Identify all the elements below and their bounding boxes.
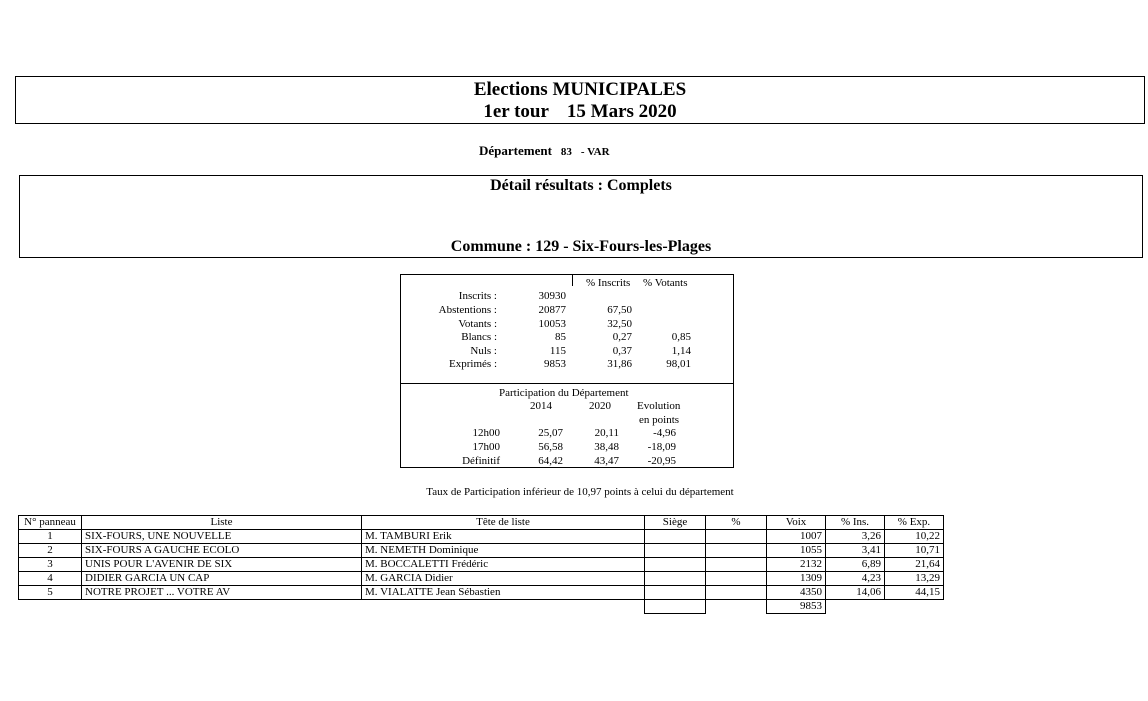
cell-liste: DIDIER GARCIA UN CAP (82, 572, 362, 586)
totals-empty (706, 600, 767, 614)
cell-pct-exp: 10,22 (885, 530, 944, 544)
cell-tete: M. BOCCALETTI Frédéric (362, 558, 645, 572)
participation-2014: 64,42 (538, 455, 563, 467)
stats-value: 115 (549, 345, 566, 357)
cell-tete: M. NEMETH Dominique (362, 544, 645, 558)
round-label: 1er tour (483, 101, 549, 122)
totals-empty (82, 600, 362, 614)
stats-pct-inscrits: 32,50 (607, 318, 632, 330)
cell-panneau: 1 (19, 530, 82, 544)
cell-pct-ins: 3,41 (826, 544, 885, 558)
cell-panneau: 2 (19, 544, 82, 558)
election-title: Elections MUNICIPALES (473, 79, 687, 100)
participation-2014: 56,58 (538, 441, 563, 453)
stats-pct-inscrits: 0,27 (612, 331, 632, 343)
stats-label: Votants : (458, 318, 497, 330)
cell-pct-ins: 14,06 (826, 586, 885, 600)
stats-divider (400, 383, 734, 384)
cell-siege (645, 572, 706, 586)
cell-panneau: 5 (19, 586, 82, 600)
header-pct: % (706, 516, 767, 530)
participation-evolution: -4,96 (653, 427, 676, 439)
stats-value: 9853 (544, 358, 566, 370)
cell-voix: 1309 (767, 572, 826, 586)
participation-evolution-header-2: en points (639, 414, 680, 426)
stats-label: Abstentions : (438, 304, 497, 316)
participation-title: Participation du Département (499, 387, 629, 399)
cell-pct (706, 586, 767, 600)
cell-pct (706, 544, 767, 558)
cell-pct-ins: 6,89 (826, 558, 885, 572)
header-tete: Tête de liste (362, 516, 645, 530)
candidate-row (19, 558, 944, 572)
detail-title: Détail résultats : Complets (490, 177, 672, 194)
participation-label: 17h00 (472, 441, 500, 453)
totals-empty (19, 600, 82, 614)
header-pct-exp: % Exp. (885, 516, 944, 530)
election-round-date (15, 101, 1145, 123)
totals-empty (362, 600, 645, 614)
cell-panneau: 4 (19, 572, 82, 586)
participation-2014-header: 2014 (530, 400, 552, 412)
cell-pct-ins: 3,26 (826, 530, 885, 544)
cell-pct-ins: 4,23 (826, 572, 885, 586)
cell-pct-exp: 13,29 (885, 572, 944, 586)
cell-tete: M. TAMBURI Erik (362, 530, 645, 544)
stats-value: 10053 (538, 318, 566, 330)
participation-2020: 20,11 (594, 427, 619, 439)
cell-siege (645, 530, 706, 544)
participation-summary: Taux de Participation inférieur de 10,97 points à celui du département (426, 486, 734, 498)
department-name: - VAR (580, 146, 610, 158)
stats-pct-votants: 0,85 (671, 331, 691, 343)
stats-value: 85 (555, 331, 566, 343)
stats-pct-votants: 1,14 (671, 345, 691, 357)
department-number: 83 (560, 146, 572, 158)
stats-label: Exprimés : (449, 358, 497, 370)
date-label: 15 Mars 2020 (566, 101, 677, 122)
stats-pct-votants: 98,01 (666, 358, 691, 370)
candidate-row (19, 544, 944, 558)
department-line (479, 143, 610, 159)
cell-siege (645, 558, 706, 572)
header-pct-ins: % Ins. (826, 516, 885, 530)
cell-pct-exp: 10,71 (885, 544, 944, 558)
cell-pct-exp: 44,15 (885, 586, 944, 600)
participation-evolution: -18,09 (647, 441, 676, 453)
cell-tete: M. GARCIA Didier (362, 572, 645, 586)
candidate-row (19, 586, 944, 600)
stats-label: Blancs : (461, 331, 497, 343)
totals-voix: 9853 (767, 600, 826, 614)
cell-liste: NOTRE PROJET ... VOTRE AV (82, 586, 362, 600)
participation-2020-header: 2020 (589, 400, 611, 412)
stats-vline (572, 274, 573, 286)
header-voix: Voix (767, 516, 826, 530)
department-label: Département (479, 143, 552, 158)
stats-value: 30930 (538, 290, 566, 302)
header-siege: Siège (645, 516, 706, 530)
cell-pct-exp: 21,64 (885, 558, 944, 572)
pct-votants-header: % Votants (643, 277, 688, 289)
totals-empty (826, 600, 885, 614)
candidate-row (19, 530, 944, 544)
commune-title: Commune : 129 - Six-Fours-les-Plages (450, 238, 712, 255)
participation-2020: 38,48 (594, 441, 619, 453)
cell-liste: SIX-FOURS A GAUCHE ECOLO (82, 544, 362, 558)
cell-panneau: 3 (19, 558, 82, 572)
participation-label: 12h00 (472, 427, 500, 439)
stats-value: 20877 (538, 304, 566, 316)
stats-pct-inscrits: 31,86 (607, 358, 632, 370)
header-panneau: N° panneau (19, 516, 82, 530)
cell-siege (645, 544, 706, 558)
header-liste: Liste (82, 516, 362, 530)
cell-voix: 4350 (767, 586, 826, 600)
stats-pct-inscrits: 0,37 (612, 345, 632, 357)
participation-evolution-header: Evolution (637, 400, 681, 412)
cell-liste: UNIS POUR L'AVENIR DE SIX (82, 558, 362, 572)
stats-label: Nuls : (470, 345, 497, 357)
cell-tete: M. VIALATTE Jean Sébastien (362, 586, 645, 600)
pct-inscrits-header: % Inscrits (586, 277, 631, 289)
totals-empty (885, 600, 944, 614)
cell-voix: 1007 (767, 530, 826, 544)
cell-pct (706, 572, 767, 586)
candidates-header-row (19, 516, 944, 530)
cell-pct (706, 530, 767, 544)
totals-siege (645, 600, 706, 614)
candidates-table (18, 515, 944, 614)
cell-voix: 2132 (767, 558, 826, 572)
cell-voix: 1055 (767, 544, 826, 558)
stats-pct-inscrits: 67,50 (607, 304, 632, 316)
stats-label: Inscrits : (458, 290, 497, 302)
participation-2014: 25,07 (538, 427, 563, 439)
cell-siege (645, 586, 706, 600)
cell-pct (706, 558, 767, 572)
participation-label: Définitif (462, 455, 500, 467)
participation-evolution: -20,95 (647, 455, 676, 467)
totals-row (19, 600, 944, 614)
cell-liste: SIX-FOURS, UNE NOUVELLE (82, 530, 362, 544)
candidate-row (19, 572, 944, 586)
participation-2020: 43,47 (594, 455, 619, 467)
